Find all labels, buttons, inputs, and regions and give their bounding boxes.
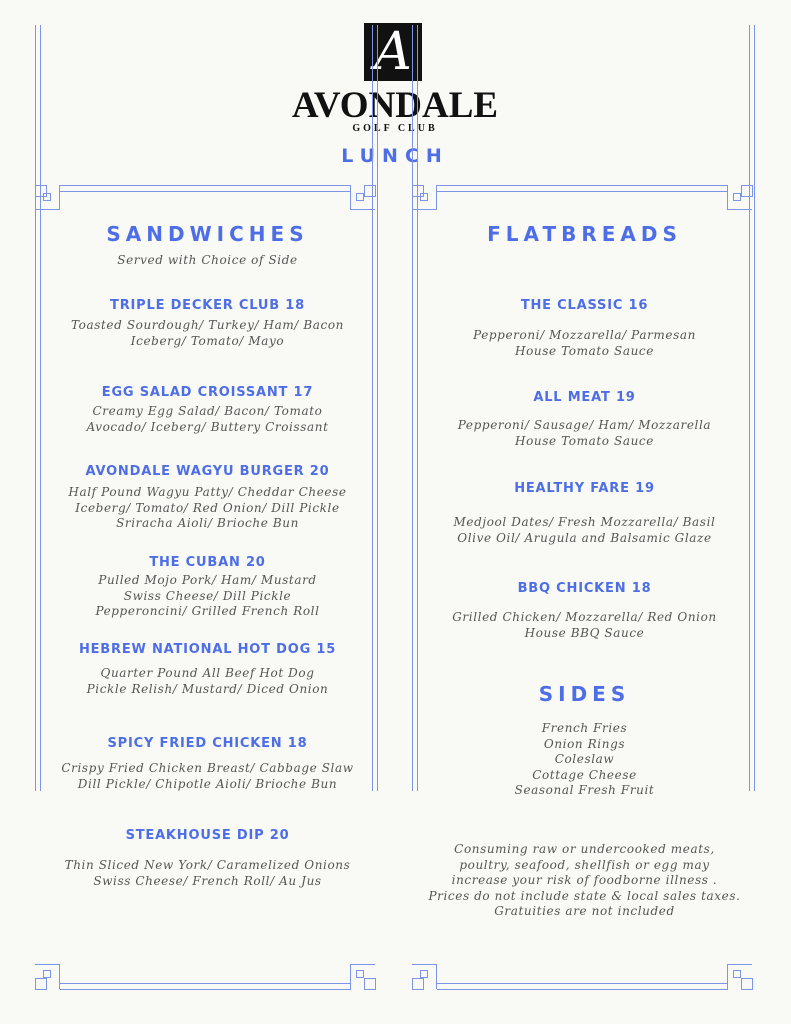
menu-item-name: TRIPLE DECKER CLUB 18	[110, 298, 305, 313]
side-item: Cottage Cheese	[532, 767, 637, 782]
corner-bracket	[727, 964, 752, 989]
frame-top	[60, 185, 351, 192]
disclaimer-line: increase your risk of foodborne illness .	[451, 873, 718, 887]
menu-item-description: House Tomato Sauce	[515, 343, 654, 358]
disclaimer-line: Consuming raw or undercooked meats,	[454, 842, 715, 856]
menu-item-description: Pepperoncini/ Grilled French Roll	[95, 604, 320, 618]
corner-bracket	[727, 185, 752, 210]
menu-item-description: Swiss Cheese/ Dill Pickle	[123, 588, 292, 603]
corner-bracket	[412, 185, 437, 210]
menu-item-description: Iceberg/ Tomato/ Red Onion/ Dill Pickle	[75, 500, 340, 515]
menu-item-description: Iceberg/ Tomato/ Mayo	[130, 333, 285, 348]
menu-item-description: Medjool Dates/ Fresh Mozzarella/ Basil	[453, 515, 716, 529]
menu-item-description: Dill Pickle/ Chipotle Aioli/ Brioche Bun	[77, 776, 338, 791]
menu-item-description: Quarter Pound All Beef Hot Dog	[100, 666, 315, 680]
menu-item-name: HEALTHY FARE 19	[514, 481, 655, 496]
brand-subtitle: GOLF CLUB	[352, 123, 438, 134]
corner-bracket	[350, 964, 375, 989]
menu-item-name: BBQ CHICKEN 18	[517, 581, 652, 596]
menu-item-name: THE CUBAN 20	[149, 555, 266, 570]
menu-item-name: AVONDALE WAGYU BURGER 20	[85, 464, 330, 479]
menu-item-description: House Tomato Sauce	[515, 433, 654, 448]
menu-item-name: ALL MEAT 19	[533, 390, 636, 405]
disclaimer-line: poultry, seafood, shellfish or egg may	[459, 857, 710, 872]
side-item: Seasonal Fresh Fruit	[514, 783, 655, 797]
menu-item-description: Creamy Egg Salad/ Bacon/ Tomato	[92, 404, 323, 418]
side-item: Onion Rings	[543, 736, 626, 751]
menu-item-description: Pickle Relish/ Mustard/ Diced Onion	[86, 681, 329, 696]
menu-item-name: SPICY FRIED CHICKEN 18	[107, 736, 308, 751]
menu-item-description: Half Pound Wagyu Patty/ Cheddar Cheese	[68, 485, 347, 499]
menu-item-description: Toasted Sourdough/ Turkey/ Ham/ Bacon	[70, 318, 345, 332]
menu-item-description: Thin Sliced New York/ Caramelized Onions	[64, 858, 351, 872]
frame-bottom	[437, 983, 728, 990]
disclaimer-line: Prices do not include state & local sales taxes.	[428, 888, 741, 903]
menu-item-name: EGG SALAD CROISSANT 17	[101, 385, 314, 400]
menu-item-description: Pepperoni/ Sausage/ Ham/ Mozzarella	[457, 418, 712, 432]
frame-bottom	[60, 983, 351, 990]
menu-title: LUNCH	[341, 145, 449, 167]
menu-item-name: STEAKHOUSE DIP 20	[125, 828, 290, 843]
section-title: FLATBREADS	[487, 222, 682, 246]
menu-item-description: Olive Oil/ Arugula and Balsamic Glaze	[457, 530, 712, 545]
side-item: French Fries	[541, 721, 628, 735]
corner-bracket	[350, 185, 375, 210]
menu-item-description: Sriracha Aioli/ Brioche Bun	[116, 516, 299, 530]
flatbreads-panel	[412, 0, 757, 1024]
menu-item-description: Avocado/ Iceberg/ Buttery Croissant	[86, 419, 329, 434]
corner-bracket	[35, 964, 60, 989]
menu-item-description: House BBQ Sauce	[524, 625, 645, 640]
brand-name: AVONDALE	[291, 85, 499, 126]
menu-item-description: Swiss Cheese/ French Roll/ Au Jus	[93, 873, 322, 888]
menu-item-name: HEBREW NATIONAL HOT DOG 15	[78, 642, 337, 657]
menu-item-name: THE CLASSIC 16	[520, 298, 649, 313]
section-title: SIDES	[538, 682, 631, 706]
corner-bracket	[35, 185, 60, 210]
section-title: SANDWICHES	[106, 222, 309, 246]
menu-item-description: Pepperoni/ Mozzarella/ Parmesan	[473, 328, 696, 342]
section-subtitle: Served with Choice of Side	[117, 253, 298, 267]
frame-inner	[417, 25, 750, 791]
logo-mark: A	[364, 23, 422, 81]
menu-item-description: Grilled Chicken/ Mozzarella/ Red Onion	[452, 610, 717, 624]
sandwiches-panel	[35, 0, 380, 1024]
side-item: Coleslaw	[554, 752, 615, 766]
menu-item-description: Crispy Fried Chicken Breast/ Cabbage Slaw	[61, 761, 354, 775]
disclaimer-line: Gratuities are not included	[494, 904, 675, 918]
menu-item-description: Pulled Mojo Pork/ Ham/ Mustard	[98, 573, 317, 587]
frame-top	[437, 185, 728, 192]
corner-bracket	[412, 964, 437, 989]
